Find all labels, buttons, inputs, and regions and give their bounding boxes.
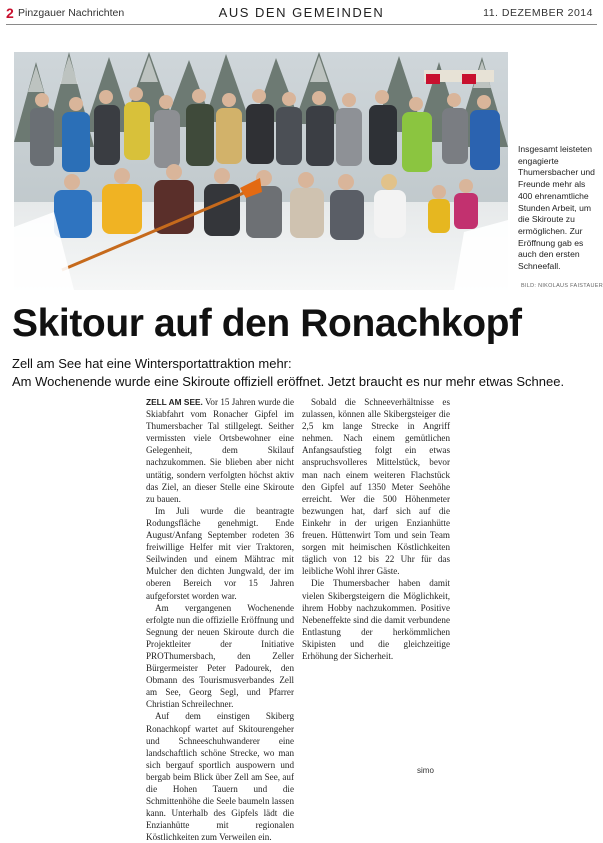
article-paragraph: Die Thumersbacher haben damit vielen Skibergsteigern die Möglichkeit, ihrem Hobby nachzukommen. Positive Nebeneffekte sind die damit verbundene Entlastung der herkömmlichen Skipisten und die gleichzeitige Erhöhung der Sicherheit. — [302, 578, 450, 661]
article-paragraph: Sobald die Schneeverhältnisse es zulassen, können alle Skibergsteiger die 2,5 km lange Strecke in Angriff nehmen. Nach einem gemütlichen Anfangsaufstieg folgt ein etwas anspruchsvolleres Mittelstück, bevor man nach einem weiteren Flachstück den Gipfel auf 1350 Meter Seehöhe erreicht. Wer die 500 Höhenmeter bezwungen hat, darf sich auf die Einkehr in der urigen Enzianhütte freuen. Hüttenwirt Tom und sein Team sorgen mit heimischen Köstlichkeiten täglich von 12 bis 22 Uhr für das leibliche Wohl ihrer Gäste. — [302, 397, 450, 577]
lead-line-1: Zell am See hat eine Wintersportattraktion mehr: — [12, 356, 292, 371]
section-title: AUS DEN GEMEINDEN — [218, 5, 385, 20]
lead-text — [12, 355, 597, 390]
dateline: ZELL AM SEE. — [146, 397, 203, 407]
group-photo — [14, 52, 508, 290]
page-number: 2 — [6, 5, 14, 21]
article-paragraph: Am vergangenen Wochenende erfolgte nun die offizielle Eröffnung und Segnung der neuen Skiroute durch die Projektleiter der Initiative PROThumersbach, den Zeller Bürgermeister Peter Padourek, den Obmann des Tourismusverbandes Zell am See, Georg Segl, und Pfarrer Christian Schreilechner. — [146, 602, 294, 710]
article-column-1 — [146, 396, 294, 843]
article-column-2 — [302, 396, 450, 662]
photo-credit: BILD: NIKOLAUS FAISTAUER — [521, 283, 603, 289]
lead-line-2: Am Wochenende wurde eine Skiroute offiziell eröffnet. Jetzt braucht es nur mehr etwas Schnee. — [12, 373, 565, 389]
page-header — [0, 0, 603, 26]
article-paragraph: Im Juli wurde die beantragte Rodungsfläche genehmigt. Ende August/Anfang September rodeten 36 freiwillige Helfer mit vier Traktoren, Seilwinden und einem Mähtrac mit Mulcher den dichten Jungwald, der im oberen Bereich vor 15 Jahren aufgeforstet worden war. — [146, 505, 294, 601]
article-paragraph: ZELL AM SEE. Vor 15 Jahren wurde die Skiabfahrt vom Ronacher Gipfel im Thumersbacher Tal stillgelegt. Seither vermissten viele Ortsbewohner eine Gelegenheit, dem Skilauf nachzukommen. Sie blieben aber nicht untätig, sondern verfolgten höchst aktiv das Ziel, an dieser Stelle eine Skiroute zu bauen. — [146, 397, 295, 504]
issue-date: 11. DEZEMBER 2014 — [483, 7, 593, 19]
photo-caption: Insgesamt leisteten engagierte Thumersbacher und Freunde mehr als 400 ehrenamtliche Stunden Arbeit, um die Skiroute zu ermöglichen. Zur Eröffnung gab es auch den ersten Schneefall. — [518, 144, 595, 272]
article-paragraph: Auf dem einstigen Skiberg Ronachkopf wartet auf Skitourengeher und Schneeschuhwanderer eine landschaftlich schöne Strecke, wo man sich bergauf sportlich auspowern und bergab beim Blick über Zell am See, auf die Hohen Tauern und die Schmittenhöhe die Seele baumeln lassen kann. Unterhalb des Gipfels lädt die Enzianhütte mit regionalen Köstlichkeiten zum Verweilen ein. — [146, 711, 294, 843]
publication-name: Pinzgauer Nachrichten — [18, 7, 125, 19]
headline: Skitour auf den Ronachkopf — [12, 302, 522, 345]
author-initials: simo — [417, 766, 434, 775]
header-rule — [6, 24, 597, 25]
